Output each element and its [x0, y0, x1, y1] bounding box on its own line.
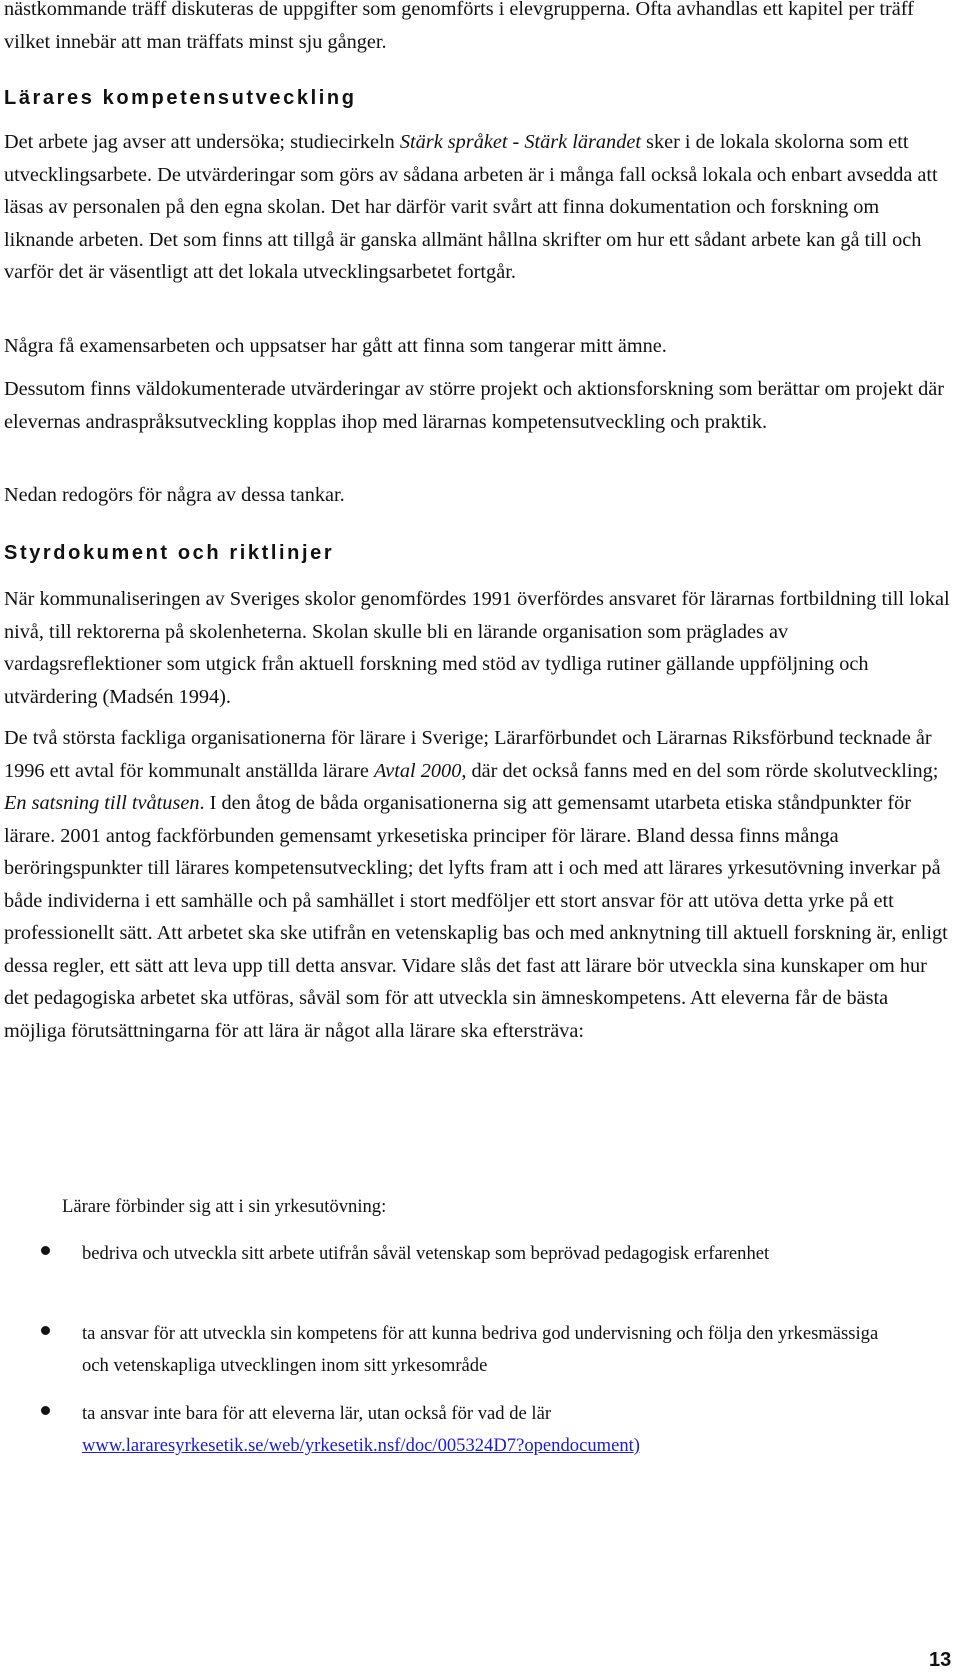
paragraph-examensarbeten: Några få examensarbeten och uppsatser har gått att finna som tangerar mitt ämne.	[4, 335, 667, 357]
paragraph-text: . I den åtog de båda organisationerna sig att gemensamt utarbeta etiska ståndpunkter för lärare. 2001 antog fackförbunden gemensamt yrkesetiska principer för lärare. Bland dessa finns många beröringspunkter till lärares kompetensutveckling; det lyfts fram att i och med att lärares yrkesutövning inverkar på både individerna i ett samhälle och på samhället i stort medföljer ett stort ansvar för att utöva detta yrke på ett professionellt sätt. Att arbetet ska ske utifrån en vetenskaplig bas och med anknytning till aktuell forskning är, enligt dessa regler, ett sätt att leva upp till detta ansvar. Vidare slås det fast att lärare bör utveckla sina kunskaper om hur det pedagogiska arbetet ska utföras, såväl som för att utveckla sin ämneskompetens. Att eleverna får de bästa möjliga förutsättningarna för att lära är något alla lärare ska eftersträva:	[4, 792, 948, 1042]
section-heading-styrdokument: Styrdokument och riktlinjer	[4, 542, 335, 564]
bullet-dot	[41, 1246, 50, 1255]
bullet-item: ta ansvar för att utveckla sin kompetens för att kunna bedriva god undervisning och följa den yrkesmässiga och vetenskapliga utvecklingen inom sitt yrkesområde	[82, 1323, 879, 1376]
paragraph-utvarderingar: Dessutom finns väldokumenterade utvärderingar av större projekt och aktionsforskning som berättar om projekt där elevernas andraspråksutveckling kopplas ihop med lärarnas kompetensutveckling och praktik.	[4, 378, 944, 433]
section-heading-kompetensutveckling: Lärares kompetensutveckling	[4, 87, 357, 109]
paragraph-studiecirkel	[4, 126, 950, 289]
bullet-item: bedriva och utveckla sitt arbete utifrån såväl vetenskap som beprövad pedagogisk erfarenhet	[82, 1243, 770, 1264]
quote-lead: Lärare förbinder sig att i sin yrkesutövning:	[62, 1196, 387, 1217]
paragraph-text: De två största fackliga organisationerna för lärare i Sverige; Lärarförbundet och Lärarnas Riksförbund tecknade år 1996 ett avtal för kommunalt anställda lärare	[4, 727, 932, 782]
page-number: 13	[929, 1649, 952, 1671]
bullet-dot	[41, 1406, 50, 1415]
intro-paragraph: nästkommande träff diskuteras de uppgifter som genomförts i elevgrupperna. Ofta avhandlas ett kapitel per träff vilket innebär att man träffats minst sju gånger.	[4, 0, 914, 53]
bullet-dot	[41, 1326, 50, 1335]
paragraph-fackliga-organisationer	[4, 722, 950, 1047]
bullet-item	[82, 1398, 902, 1462]
paragraph-text: , där det också fanns med en del som rörde skolutveckling;	[461, 759, 939, 782]
publication-title: Stärk språket - Stärk lärandet	[399, 131, 641, 153]
agreement-title: Avtal 2000	[374, 759, 462, 782]
source-link[interactable]: www.lararesyrkesetik.se/web/yrkesetik.nsf/doc/005324D7?opendocument)	[82, 1435, 640, 1456]
paragraph-kommunalisering: När kommunaliseringen av Sveriges skolor genomfördes 1991 överfördes ansvaret för lärarnas fortbildning till lokal nivå, till rektorerna på skolenheterna. Skolan skulle bli en lärande organisation som präglades av vardagsreflektioner som utgick från aktuell forskning med stöd av tydliga rutiner gällande uppföljning och utvärdering (Madsén 1994).	[4, 588, 950, 708]
paragraph-nedan: Nedan redogörs för några av dessa tankar.	[4, 484, 345, 506]
initiative-title: En satsning till tvåtusen	[4, 792, 200, 814]
paragraph-text: sker i de lokala skolorna som ett utvecklingsarbete. De utvärderingar som görs av sådana arbeten är i många fall också lokala och enbart avsedda att läsas av personalen på den egna skolan. Det har därför varit svårt att finna dokumentation och forskning om liknande arbeten. Det som finns att tillgå är ganska allmänt hållna skrifter om hur ett sådant arbete kan gå till och varför det är väsentligt att det lokala utvecklingsarbetet fortgår.	[4, 131, 938, 283]
paragraph-text: Det arbete jag avser att undersöka; studiecirkeln	[4, 131, 400, 153]
bullet-item-text: ta ansvar inte bara för att eleverna lär, utan också för vad de lär	[82, 1403, 552, 1424]
